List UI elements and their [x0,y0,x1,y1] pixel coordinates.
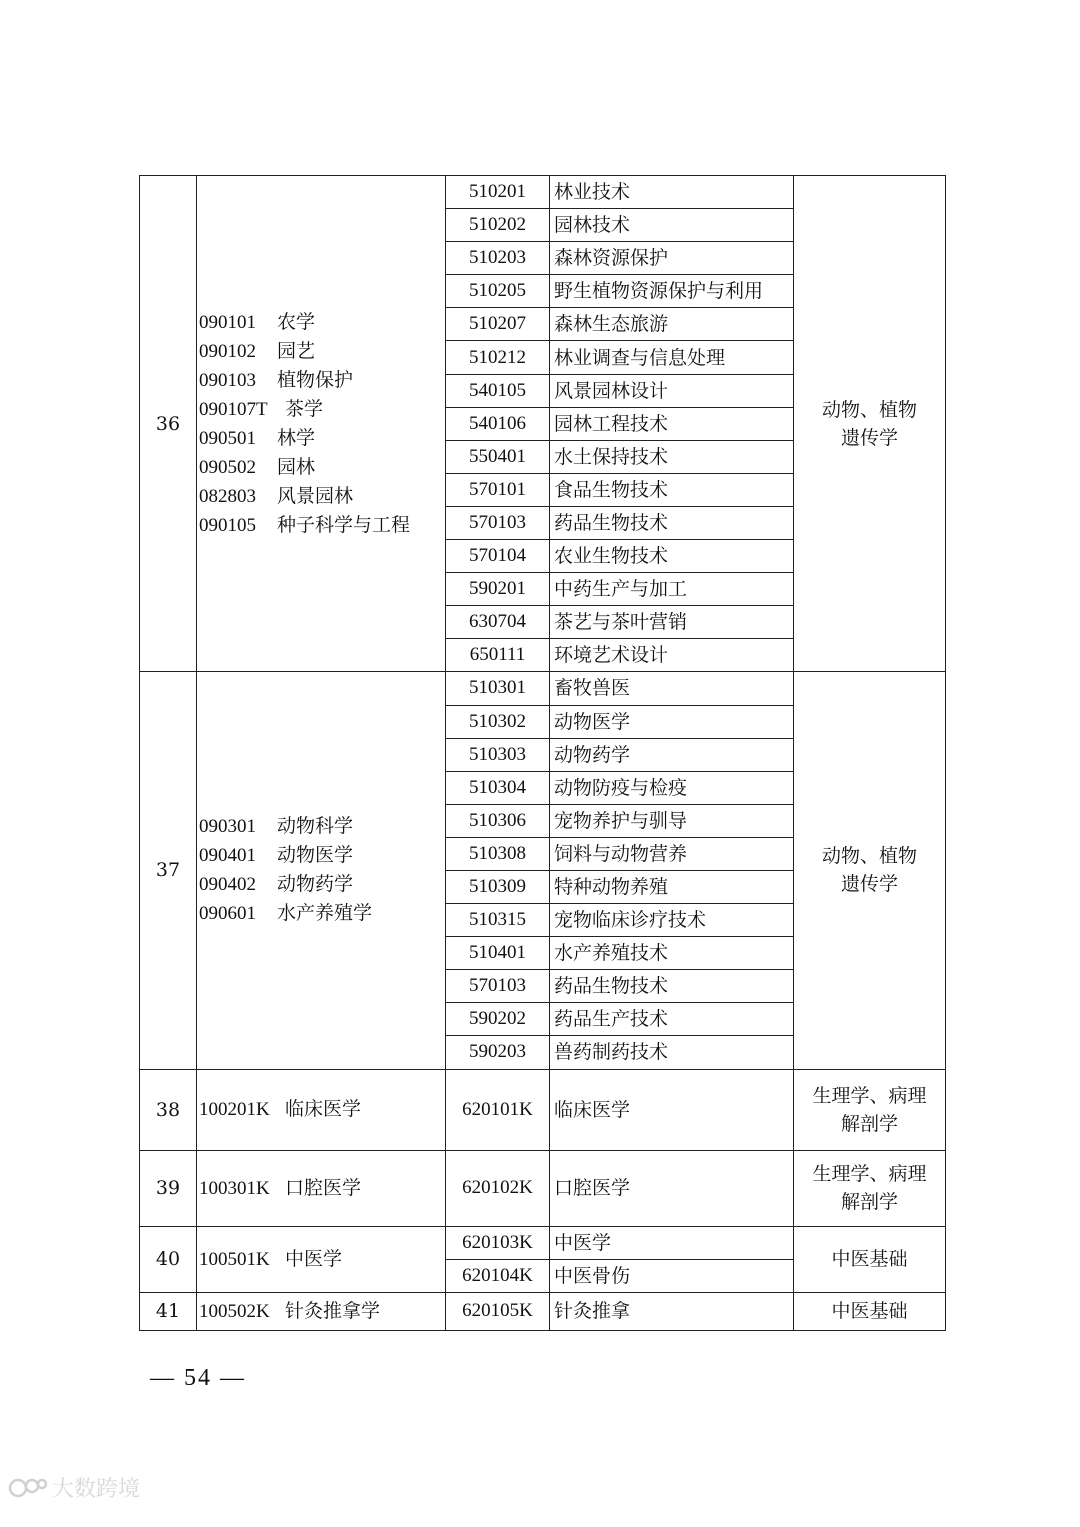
undergrad-major-code: 100502K [199,1300,270,1322]
row-number: 39 [140,1150,197,1226]
undergrad-major-code: 100201K [199,1099,270,1121]
vocational-major-code: 510401 [446,937,550,970]
vocational-major-code: 510304 [446,771,550,804]
vocational-major-name: 宠物养护与驯导 [550,804,794,837]
undergrad-major [199,899,445,928]
row-number: 41 [140,1292,197,1330]
vocational-major-name: 森林生态旅游 [550,308,794,341]
exam-subject-line: 解剖学 [840,1191,898,1214]
undergrad-major [199,1245,445,1274]
row-number: 40 [140,1226,197,1292]
vocational-major-name: 森林资源保护 [550,242,794,275]
vocational-major-name: 动物医学 [550,705,794,738]
vocational-major-name: 动物药学 [550,738,794,771]
vocational-major-name: 野生植物资源保护与利用 [550,275,794,308]
vocational-major-name: 饲料与动物营养 [550,837,794,870]
vocational-major-name: 针灸推拿 [550,1292,794,1330]
undergrad-major-name: 水产养殖学 [277,902,373,925]
row-number: 38 [140,1069,197,1150]
exam-subject-line: 生理学、病理 [812,1084,927,1107]
vocational-major-code: 510302 [446,705,550,738]
undergrad-major-name: 茶学 [285,397,324,420]
vocational-major-code: 510301 [446,672,550,705]
vocational-major-code: 570103 [446,970,550,1003]
exam-subject-line: 遗传学 [840,426,898,449]
undergrad-major [199,841,445,870]
vocational-major-code: 620102K [446,1150,550,1226]
watermark-logo-icon [8,1474,48,1502]
undergrad-major-name: 动物药学 [277,873,354,896]
undergrad-major-code: 090101 [199,311,256,333]
undergrad-major-list [197,1150,446,1226]
undergrad-major [199,453,445,482]
vocational-major-code: 510308 [446,837,550,870]
vocational-major-name: 环境艺术设计 [550,639,794,672]
vocational-major-code: 630704 [446,606,550,639]
undergrad-major [199,424,445,453]
undergrad-major-code: 090401 [199,845,256,867]
exam-subject [794,1226,946,1292]
vocational-major-code: 570101 [446,473,550,506]
vocational-major-name: 特种动物养殖 [550,870,794,903]
exam-subject [794,1150,946,1226]
vocational-major-name: 临床医学 [550,1069,794,1150]
table-row [140,1150,946,1226]
vocational-major-code: 620101K [446,1069,550,1150]
vocational-major-code: 570103 [446,506,550,539]
watermark [8,1472,140,1503]
undergrad-major-list [197,672,446,1069]
undergrad-major-list [197,1292,446,1330]
undergrad-major-list [197,176,446,672]
vocational-major-name: 畜牧兽医 [550,672,794,705]
undergrad-major-list [197,1069,446,1150]
vocational-major-name: 水产养殖技术 [550,937,794,970]
undergrad-major-code: 090601 [199,903,256,925]
table-row [140,1069,946,1150]
vocational-major-name: 园林技术 [550,209,794,242]
vocational-major-code: 590201 [446,573,550,606]
vocational-major-code: 550401 [446,440,550,473]
vocational-major-name: 林业技术 [550,176,794,209]
undergrad-major-name: 临床医学 [285,1098,362,1121]
exam-subject-line: 中医基础 [831,1300,908,1323]
vocational-major-code: 590203 [446,1036,550,1069]
undergrad-major-code: 090501 [199,427,256,449]
vocational-major-code: 510306 [446,804,550,837]
vocational-major-code: 620105K [446,1292,550,1330]
undergrad-major [199,1095,445,1124]
vocational-major-name: 中医骨伤 [550,1259,794,1292]
vocational-major-name: 食品生物技术 [550,473,794,506]
undergrad-major-code: 090502 [199,456,256,478]
exam-subject [794,1292,946,1330]
vocational-major-name: 宠物临床诊疗技术 [550,904,794,937]
undergrad-major-code: 100501K [199,1248,270,1270]
undergrad-major-code: 090102 [199,340,256,362]
undergrad-major-name: 中医学 [285,1247,343,1270]
undergrad-major-name: 园艺 [277,339,316,362]
vocational-major-code: 510315 [446,904,550,937]
undergrad-major-name: 种子科学与工程 [277,513,411,536]
exam-subject-line: 生理学、病理 [812,1163,927,1186]
undergrad-major [199,308,445,337]
vocational-major-name: 药品生物技术 [550,506,794,539]
vocational-major-name: 农业生物技术 [550,540,794,573]
exam-subject-line: 动物、植物 [821,398,917,421]
vocational-major-name: 口腔医学 [550,1150,794,1226]
vocational-major-name: 风景园林设计 [550,374,794,407]
undergrad-major-name: 动物科学 [277,815,354,838]
undergrad-major [199,1174,445,1203]
undergrad-major-code: 090402 [199,874,256,896]
vocational-major-name: 林业调查与信息处理 [550,341,794,374]
vocational-major-name: 水土保持技术 [550,440,794,473]
undergrad-major-code: 100301K [199,1177,270,1199]
undergrad-major [199,395,445,424]
row-number: 36 [140,176,197,672]
undergrad-major-name: 动物医学 [277,844,354,867]
table-row [140,1292,946,1330]
undergrad-major-code: 090107T [199,398,268,420]
undergrad-major [199,1297,445,1326]
exam-subject [794,176,946,672]
exam-subject-line: 遗传学 [840,873,898,896]
vocational-major-code: 540106 [446,407,550,440]
vocational-major-code: 510202 [446,209,550,242]
undergrad-major-name: 园林 [277,455,316,478]
vocational-major-code: 620104K [446,1259,550,1292]
undergrad-major [199,812,445,841]
row-number: 37 [140,672,197,1069]
undergrad-major [199,366,445,395]
undergrad-major [199,337,445,366]
table-row [140,176,946,209]
vocational-major-name: 中药生产与加工 [550,573,794,606]
table-row [140,672,946,705]
undergrad-major [199,870,445,899]
undergrad-major-name: 针灸推拿学 [285,1299,381,1322]
vocational-major-code: 510303 [446,738,550,771]
vocational-major-code: 650111 [446,639,550,672]
exam-subject-line: 解剖学 [840,1112,898,1135]
undergrad-major-name: 口腔医学 [285,1176,362,1199]
page-number: — 54 — [150,1365,246,1391]
vocational-major-name: 动物防疫与检疫 [550,771,794,804]
undergrad-major-list [197,1226,446,1292]
undergrad-major [199,482,445,511]
undergrad-major-code: 090301 [199,816,256,838]
vocational-major-code: 510212 [446,341,550,374]
exam-subject-line: 中医基础 [831,1248,908,1271]
vocational-major-name: 药品生产技术 [550,1003,794,1036]
undergrad-major-name: 农学 [277,310,316,333]
undergrad-major-name: 林学 [277,426,316,449]
vocational-major-code: 510205 [446,275,550,308]
vocational-major-code: 590202 [446,1003,550,1036]
vocational-major-name: 药品生物技术 [550,970,794,1003]
undergrad-major-code: 090103 [199,369,256,391]
undergrad-major-name: 植物保护 [277,368,354,391]
vocational-major-code: 620103K [446,1226,550,1259]
undergrad-major-code: 090105 [199,514,256,536]
watermark-text: 大数跨境 [52,1477,141,1502]
vocational-major-name: 兽药制药技术 [550,1036,794,1069]
undergrad-major-name: 风景园林 [277,484,354,507]
table-row [140,1226,946,1259]
undergrad-major-code: 082803 [199,485,256,507]
exam-subject-line: 动物、植物 [821,845,917,868]
vocational-major-name: 园林工程技术 [550,407,794,440]
vocational-major-name: 中医学 [550,1226,794,1259]
vocational-major-code: 510203 [446,242,550,275]
vocational-major-name: 茶艺与茶叶营销 [550,606,794,639]
vocational-major-code: 540105 [446,374,550,407]
vocational-major-code: 510201 [446,176,550,209]
vocational-major-code: 510207 [446,308,550,341]
vocational-major-code: 570104 [446,540,550,573]
vocational-major-code: 510309 [446,870,550,903]
exam-subject [794,1069,946,1150]
exam-subject [794,672,946,1069]
undergrad-major [199,511,445,540]
major-table [139,175,946,1331]
